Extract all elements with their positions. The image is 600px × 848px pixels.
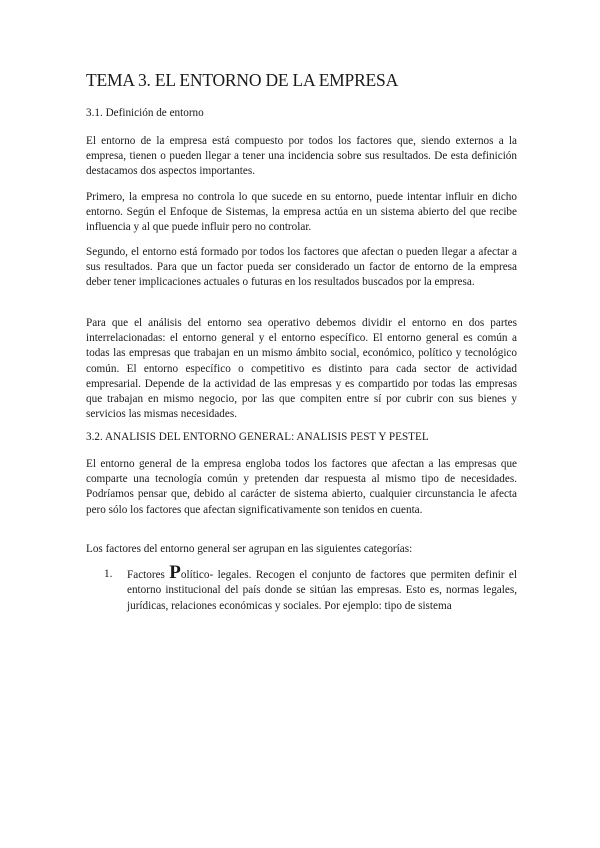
list-item bbox=[104, 562, 517, 614]
list-item-initial-letter: P bbox=[169, 562, 181, 583]
section-heading-definicion: 3.1. Definición de entorno bbox=[86, 107, 204, 119]
paragraph: El entorno de la empresa está compuesto por todos los factores que, siendo externos a la empresa, tienen o pueden llegar a tener una incidencia sobre sus resultados. De esta definición destacamos dos aspectos importantes. bbox=[86, 135, 517, 178]
section-heading-analisis-pest: 3.2. ANALISIS DEL ENTORNO GENERAL: ANALISIS PEST Y PESTEL bbox=[86, 431, 429, 443]
list-item-text: olítico- legales. Recogen el conjunto de factores que permiten definir el entorno institucional del país donde se sitúan las empresas. Esto es, normas legales, jurídicas, relaciones económicas y sociales. Por ejemplo: tipo de sistema bbox=[127, 569, 517, 612]
list-item-number: 1. bbox=[104, 568, 113, 580]
paragraph: Primero, la empresa no controla lo que sucede en su entorno, puede intentar influir en dicho entorno. Según el Enfoque de Sistemas, la empresa actúa en un sistema abierto del que recibe influencia y al que puede influir pero no controlar. bbox=[86, 191, 517, 234]
factors-list bbox=[104, 562, 517, 614]
paragraph: El entorno general de la empresa engloba todos los factores que afectan a las empresas que comparte una tecnología común y pretenden dar respuesta al mismo tipo de necesidades. Podríamos pensar que, debido al carácter de sistema abierto, cualquier circunstancia le afecta pero sólo los factores que afectan significativamente son tenidos en cuenta. bbox=[86, 458, 517, 516]
paragraph: Los factores del entorno general ser agrupan en las siguientes categorías: bbox=[86, 543, 413, 555]
document-title: TEMA 3. EL ENTORNO DE LA EMPRESA bbox=[86, 70, 399, 90]
list-item-prefix: Factores bbox=[127, 569, 170, 581]
paragraph: Segundo, el entorno está formado por todos los factores que afectan o pueden llegar a afectar a sus resultados. Para que un factor pueda ser considerado un factor de entorno de la empresa deber tener implicaciones actuales o futuras en los resultados buscados por la empresa. bbox=[86, 246, 517, 289]
paragraph: Para que el análisis del entorno sea operativo debemos dividir el entorno en dos partes interrelacionadas: el entorno general y el entorno específico. El entorno general es común a todas las empresas que trabajan en un mismo ámbito social, económico, político y tecnológico común. El entorno específico o competitivo es distinto para cada sector de actividad empresarial. Depende de la actividad de las empresas y es compartido por todas las empresas que trabajan en mismo negocio, por las que compiten entre sí por cubrir con sus bienes y servicios las mismas necesidades. bbox=[86, 317, 517, 421]
